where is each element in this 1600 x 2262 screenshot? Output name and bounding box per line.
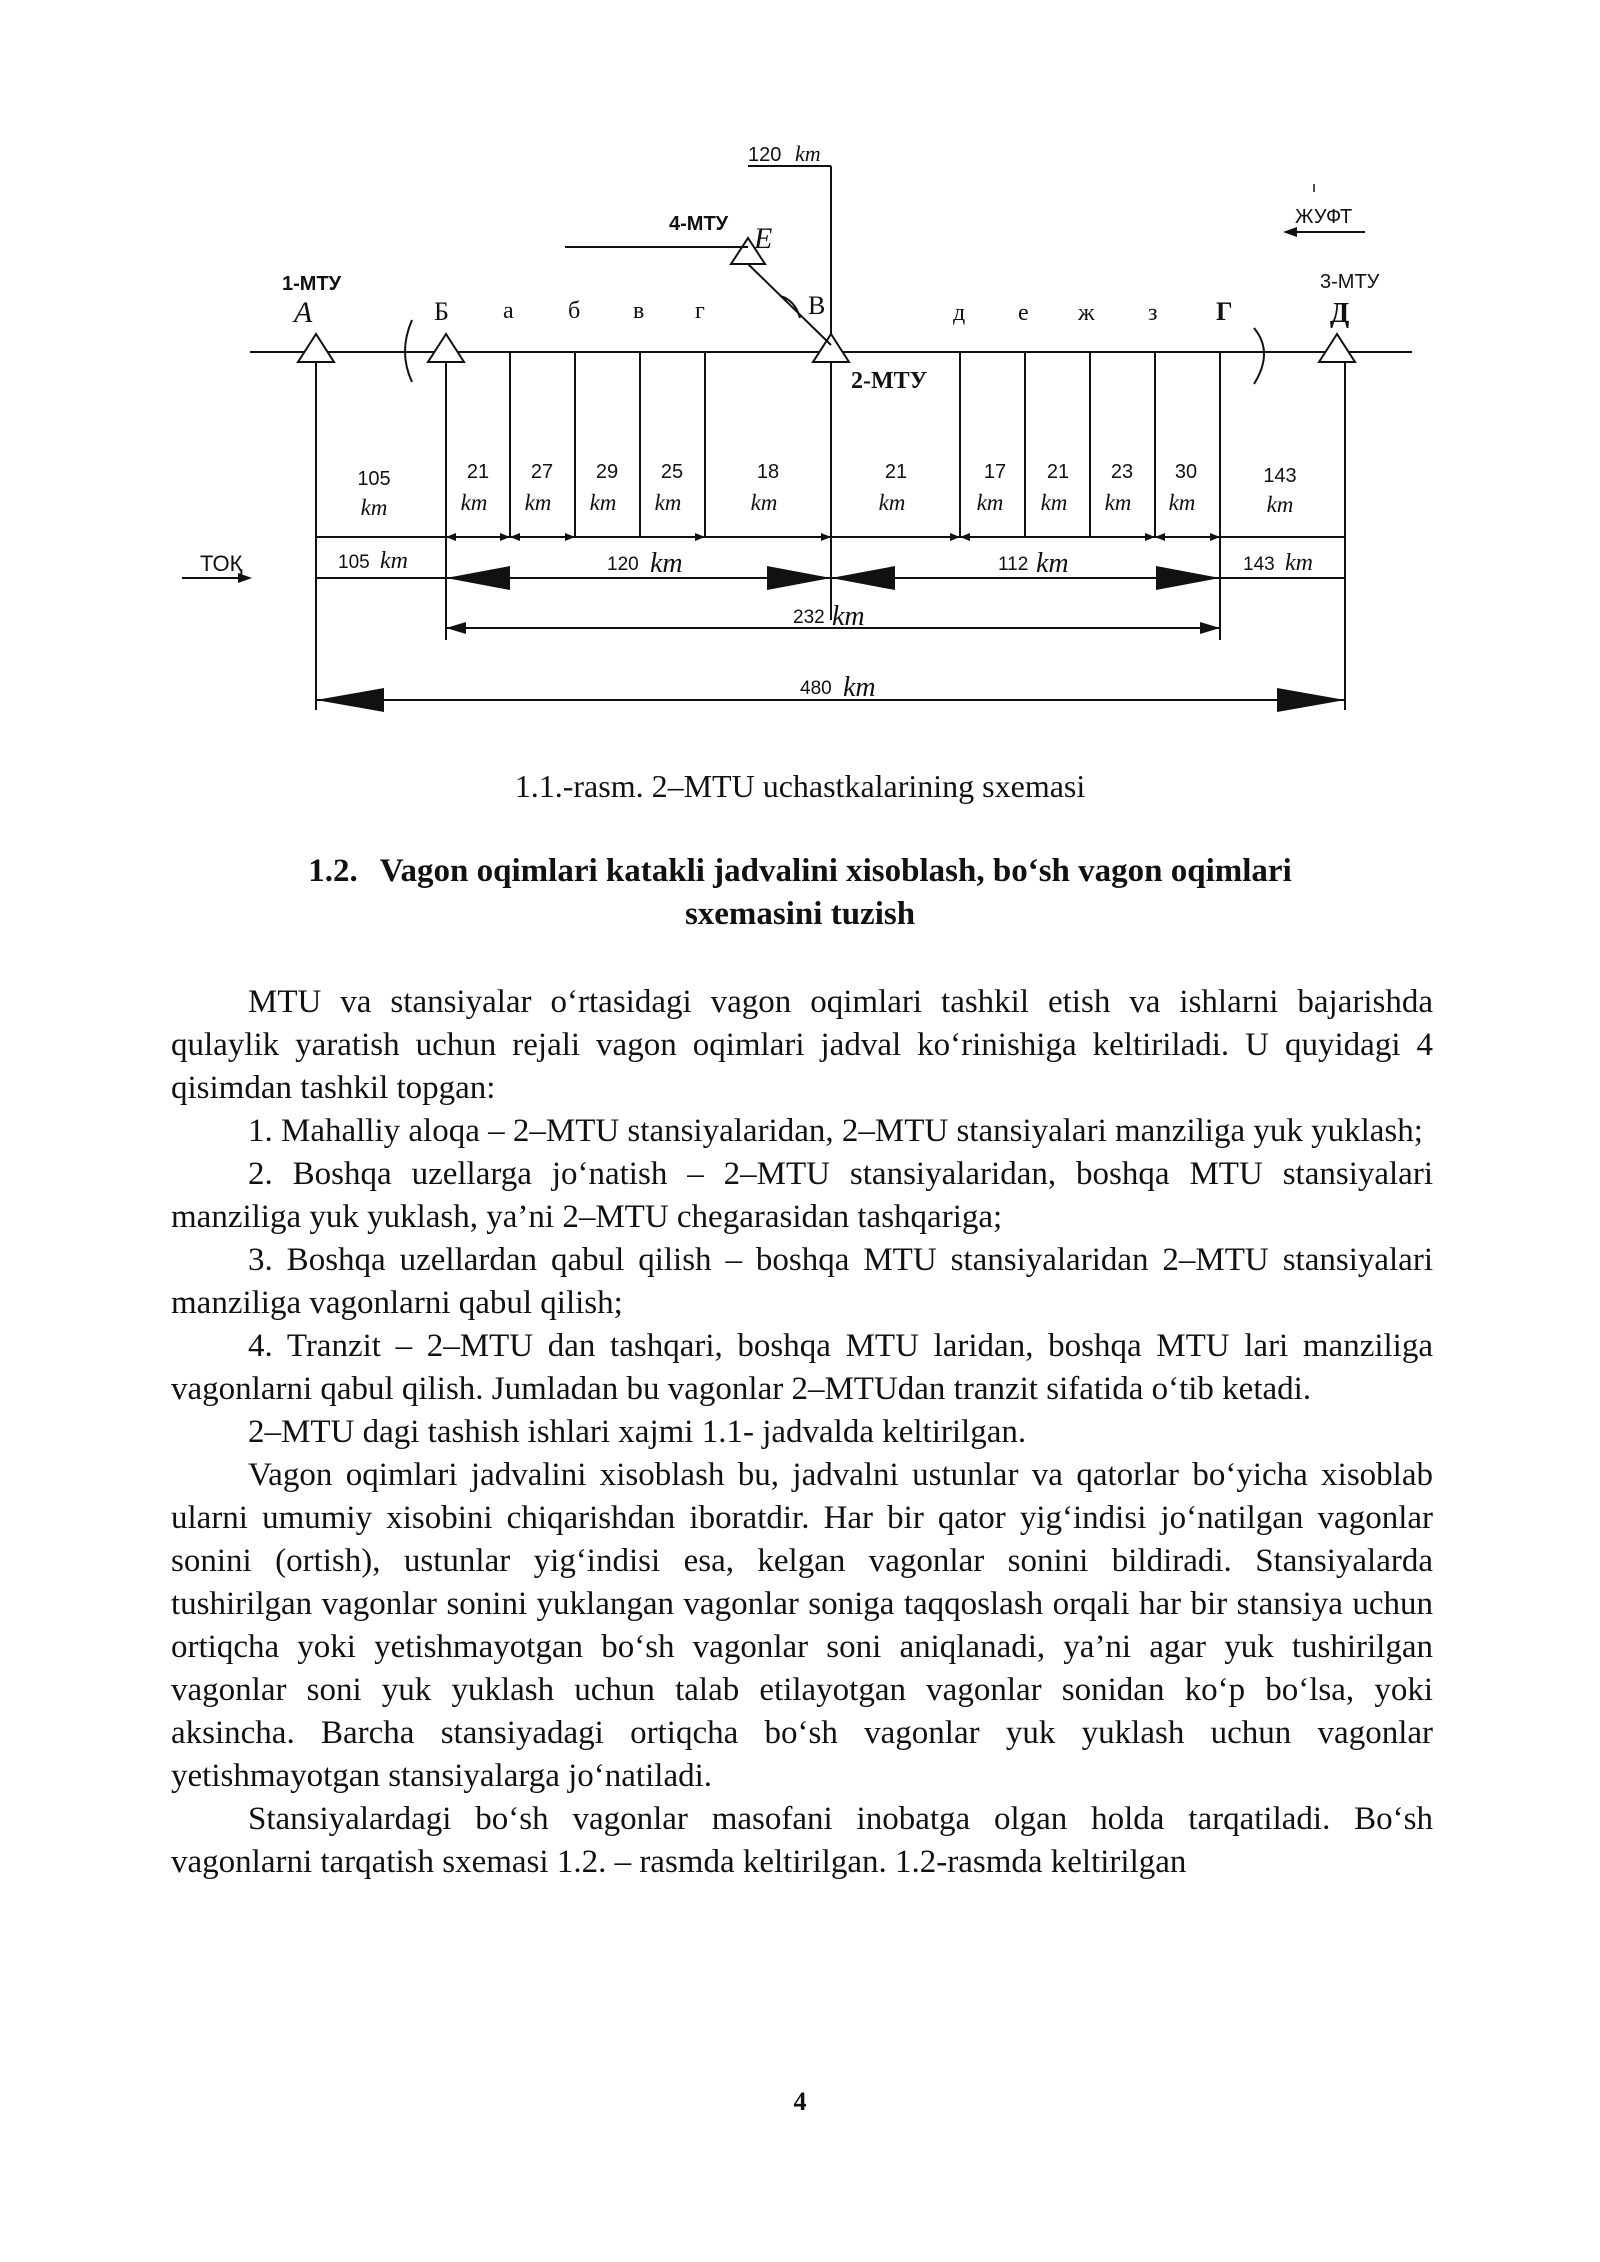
segment-unit: km bbox=[524, 490, 552, 515]
segment-value: 143 bbox=[1263, 465, 1297, 487]
branch-km-unit: km bbox=[795, 141, 821, 166]
segment-value: 27 bbox=[530, 461, 554, 483]
station-v-marker bbox=[813, 334, 849, 362]
section-heading bbox=[240, 850, 1360, 936]
juft-label: ЖУФТ bbox=[1295, 206, 1353, 228]
station-a: А bbox=[294, 296, 313, 329]
mtu-3-label: 3-МТУ bbox=[1320, 271, 1380, 293]
segment-value: 17 bbox=[983, 461, 1007, 483]
total-overall-value: 480 bbox=[800, 678, 832, 699]
station-zh-small: ж bbox=[1078, 300, 1095, 326]
paragraph: MTU va stansiyalar o‘rtasidagi vagon oqimlari tashkil etish va ishlarni bajarishda qulaylik yaratish uchun rejali vagon oqimlari jadval ko‘rinishiga keltiriladi. U quyidagi 4 qisimdan tashkil topgan: bbox=[171, 984, 1433, 1106]
segment-unit: km bbox=[1040, 490, 1068, 515]
section-title: Vagon oqimlari katakli jadvalini xisoblash, bo‘sh vagon oqimlari sxemasini tuzish bbox=[379, 853, 1292, 932]
segment-unit: km bbox=[589, 490, 617, 515]
station-d-marker bbox=[1319, 334, 1355, 362]
segment-value: 29 bbox=[595, 461, 619, 483]
segment-value: 25 bbox=[660, 461, 684, 483]
mtu-4-label: 4-МТУ bbox=[669, 213, 729, 235]
segment-unit: km bbox=[654, 490, 682, 515]
total-mid-left-value: 120 bbox=[607, 554, 639, 575]
station-b-marker bbox=[428, 334, 464, 362]
station-v-small: в bbox=[633, 298, 645, 324]
list-item: 3. Boshqa uzellardan qabul qilish – boshqa MTU stansiyalaridan 2–MTU stansiyalari manziliga vagonlarni qabul qilish; bbox=[171, 1242, 1433, 1321]
station-g: Г bbox=[1216, 297, 1233, 326]
segment-unit: km bbox=[878, 490, 906, 515]
total-overall-unit: km bbox=[843, 672, 876, 703]
segment-value: 21 bbox=[1046, 461, 1070, 483]
total-right-unit: km bbox=[1285, 550, 1313, 576]
total-left-unit: km bbox=[380, 548, 408, 574]
page-number: 4 bbox=[793, 2087, 807, 2116]
segment-value: 30 bbox=[1174, 461, 1198, 483]
segment-unit: km bbox=[460, 490, 488, 515]
paragraph: Stansiyalardagi bo‘sh vagonlar masofani inobatga olgan holda tarqatiladi. Bo‘sh vagonlarni tarqatish sxemasi 1.2. – rasmda keltirilgan. 1.2-rasmda keltirilgan bbox=[171, 1801, 1433, 1880]
total-mid-left-unit: km bbox=[650, 548, 683, 579]
body-text bbox=[171, 981, 1433, 1884]
total-mid-right-unit: km bbox=[1036, 548, 1069, 579]
station-e-small: е bbox=[1018, 300, 1029, 326]
station-a-small: а bbox=[503, 298, 514, 324]
station-e: E bbox=[754, 222, 773, 255]
boundary-bracket-right bbox=[1254, 328, 1264, 384]
station-z-small: з bbox=[1148, 300, 1158, 326]
station-a-marker bbox=[298, 334, 334, 362]
segment-value: 18 bbox=[756, 461, 780, 483]
segment-unit: km bbox=[360, 495, 388, 520]
total-mid-right-value: 112 bbox=[998, 554, 1029, 575]
list-item: 1. Mahalliy aloqa – 2–MTU stansiyalaridan, 2–MTU stansiyalari manziliga yuk yuklash; bbox=[248, 1113, 1423, 1149]
station-d-small: д bbox=[953, 300, 966, 326]
mtu-2-label: 2-МТУ bbox=[851, 368, 928, 394]
segment-value: 21 bbox=[884, 461, 908, 483]
station-v: В bbox=[808, 291, 826, 320]
station-b: Б bbox=[434, 297, 449, 326]
total-middle-value: 232 bbox=[793, 607, 825, 628]
segment-unit: km bbox=[1266, 492, 1294, 517]
section-number: 1.2. bbox=[308, 853, 358, 889]
segment-value: 23 bbox=[1110, 461, 1134, 483]
segment-unit: km bbox=[750, 490, 778, 515]
segment-unit: km bbox=[1104, 490, 1132, 515]
total-right-value: 143 bbox=[1243, 554, 1275, 575]
list-item: 4. Tranzit – 2–MTU dan tashqari, boshqa MTU laridan, boshqa MTU lari manziliga vagonlarni qabul qilish. Jumladan bu vagonlar 2–MTUdan tranzit sifatida o‘tib ketadi. bbox=[171, 1328, 1433, 1407]
list-item: 2. Boshqa uzellarga jo‘natish – 2–MTU stansiyalaridan, boshqa MTU stansiyalari manziliga yuk yuklash, ya’ni 2–MTU chegarasidan tashqariga; bbox=[171, 1156, 1433, 1235]
segment-unit: km bbox=[1168, 490, 1196, 515]
branch-km-value: 120 bbox=[748, 144, 782, 166]
total-middle-unit: km bbox=[832, 601, 865, 632]
station-b-small: б bbox=[568, 298, 581, 324]
station-d: Д bbox=[1330, 298, 1350, 329]
paragraph: 2–MTU dagi tashish ishlari xajmi 1.1- jadvalda keltirilgan. bbox=[248, 1414, 1027, 1450]
segment-unit: km bbox=[976, 490, 1004, 515]
toq-label: ТОҚ bbox=[200, 551, 243, 576]
paragraph: Vagon oqimlari jadvalini xisoblash bu, jadvalni ustunlar va qatorlar bo‘yicha xisoblab ularni umumiy xisobini chiqarishdan iboratdir. Har bir qator yig‘indisi jo‘natilgan vagonlar sonini (ortish), ustunlar yig‘indisi esa, kelgan vagonlar sonini bildiradi. Stansiyalarda tushirilgan vagonlar sonini yuklangan vagonlar soniga taqqoslash orqali har bir stansiya uchun ortiqcha yoki yetishmayotgan bo‘sh vagonlar soni aniqlanadi, ya’ni agar yuk tushirilgan vagonlar soni yuk yuklash uchun talab etilayotgan vagonlar sonidan ko‘p bo‘lsa, yoki aksincha. Barcha stansiyadagi ortiqcha bo‘sh vagonlar yuk yuklash uchun vagonlar yetishmayotgan stansiyalarga jo‘natiladi. bbox=[171, 1457, 1433, 1794]
total-left-value: 105 bbox=[338, 552, 370, 573]
station-g-small: г bbox=[695, 298, 705, 324]
segment-value: 105 bbox=[357, 468, 391, 490]
segment-value: 21 bbox=[466, 461, 490, 483]
figure-caption: 1.1.-rasm. 2–MTU uchastkalarining sxemasi bbox=[514, 768, 1086, 804]
segment-units bbox=[361, 490, 1294, 520]
mtu-1-label: 1-МТУ bbox=[282, 273, 342, 295]
rail-section-diagram bbox=[0, 0, 1600, 740]
